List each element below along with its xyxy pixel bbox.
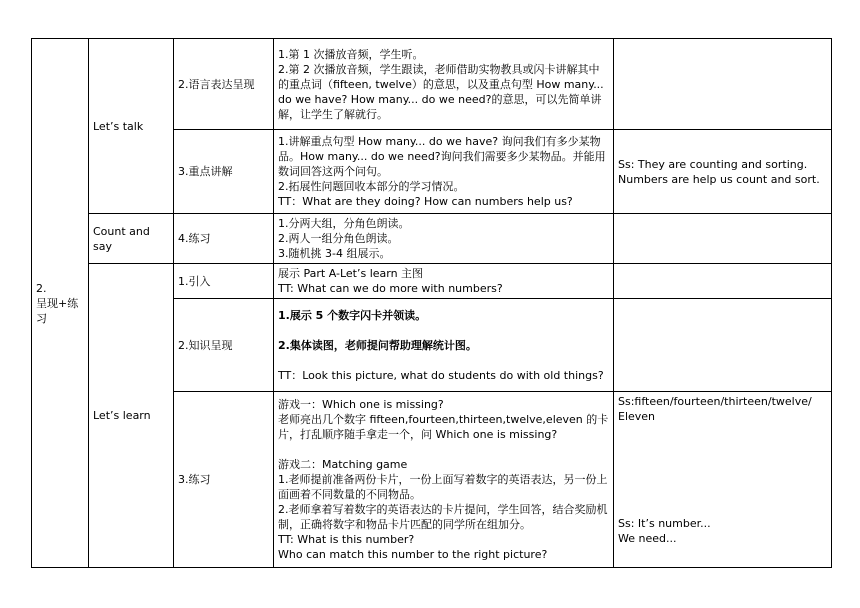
note-cell bbox=[614, 264, 832, 299]
step-label: 1.引入 bbox=[178, 274, 211, 288]
blank-line bbox=[278, 323, 609, 338]
content-cell bbox=[274, 130, 614, 214]
content-line: 2.老师拿着写着数字的英语表达的卡片提问，学生回答，结合奖励机制，正确将数字和物品卡片匹配的同学所在组加分。 bbox=[278, 503, 608, 531]
table-row bbox=[32, 214, 832, 264]
content-line: 老师亮出几个数字 fifteen,fourteen,thirteen,twelve,eleven 的卡片，打乱顺序随手拿走一个，问 Which one is missing? bbox=[278, 413, 609, 441]
content-line: 2.拓展性问题回收本部分的学习情况。 bbox=[278, 180, 465, 193]
content-line: TT：What are they doing? How can numbers help us? bbox=[278, 195, 573, 208]
content-line: TT：Look this picture, what do students do with old things? bbox=[278, 368, 604, 382]
note-cell bbox=[614, 130, 832, 214]
step-cell bbox=[174, 39, 274, 130]
content-line: 1.第 1 次播放音频，学生听。 bbox=[278, 47, 424, 61]
step-label: 2.语言表达呈现 bbox=[178, 77, 255, 91]
content-cell bbox=[274, 39, 614, 130]
blank-line bbox=[278, 353, 609, 368]
section-count-and-say bbox=[89, 214, 174, 264]
content-cell bbox=[274, 214, 614, 264]
blank-line bbox=[278, 442, 609, 457]
note-cell bbox=[614, 299, 832, 392]
section-lets-talk bbox=[89, 39, 174, 214]
content-cell bbox=[274, 299, 614, 392]
section-label: Let’s learn bbox=[93, 409, 151, 422]
content-line: TT: What can we do more with numbers? bbox=[278, 282, 503, 295]
note-text: Ss: They are counting and sorting. Numbers are help us count and sort. bbox=[618, 157, 820, 186]
step-label: 3.练习 bbox=[178, 473, 211, 486]
content-line: 1.分两大组，分角色朗读。 bbox=[278, 217, 410, 230]
content-line: 1.展示 5 个数字闪卡并领读。 bbox=[278, 308, 427, 322]
note-cell bbox=[614, 214, 832, 264]
step-label: 2.知识呈现 bbox=[178, 338, 233, 352]
table-row bbox=[32, 264, 832, 299]
note-text: Ss:fifteen/fourteen/thirteen/twelve/ Eleven bbox=[618, 395, 812, 423]
stage-cell bbox=[32, 39, 89, 568]
content-line: 2.集体读图，老师提问帮助理解统计图。 bbox=[278, 338, 477, 352]
note-text: Ss: It’s number... bbox=[618, 517, 711, 530]
note-text: We need... bbox=[618, 532, 677, 545]
step-cell bbox=[174, 299, 274, 392]
section-lets-learn bbox=[89, 264, 174, 568]
step-label: 3.重点讲解 bbox=[178, 165, 233, 178]
content-line: 游戏一：Which one is missing? bbox=[278, 398, 444, 411]
content-line: 3.随机挑 3-4 组展示。 bbox=[278, 247, 391, 260]
content-cell bbox=[274, 392, 614, 568]
content-line: 游戏二：Matching game bbox=[278, 458, 408, 471]
content-line: 1.老师提前准备两份卡片，一份上面写着数字的英语表达，另一份上面画着不同数量的不同物品。 bbox=[278, 473, 608, 501]
table-row bbox=[32, 39, 832, 130]
content-line: 1.讲解重点句型 How many... do we have? 询问我们有多少某物品。How many... do we need?询问我们需要多少某物品。并能用数词回答这两个问句。 bbox=[278, 135, 606, 178]
step-cell bbox=[174, 130, 274, 214]
section-label: Count and say bbox=[93, 224, 150, 253]
content-cell bbox=[274, 264, 614, 299]
content-line: Who can match this number to the right picture? bbox=[278, 548, 548, 561]
step-cell bbox=[174, 392, 274, 568]
content-line: 2.第 2 次播放音频，学生跟读，老师借助实物教具或闪卡讲解其中的重点词（fifteen, twelve）的意思，以及重点句型 How many... do we have? How many... do we need?的意思，可以先简单讲解，让学生了解就行。 bbox=[278, 62, 608, 121]
step-label: 4.练习 bbox=[178, 232, 211, 245]
note-cell bbox=[614, 392, 832, 568]
content-line: 展示 Part A-Let’s learn 主图 bbox=[278, 267, 424, 280]
step-cell bbox=[174, 214, 274, 264]
lesson-plan-table bbox=[31, 38, 832, 568]
content-line: TT: What is this number? bbox=[278, 533, 415, 546]
stage-label: 2. 呈现+练习 bbox=[36, 281, 79, 325]
section-label: Let’s talk bbox=[93, 119, 144, 133]
step-cell bbox=[174, 264, 274, 299]
content-line: 2.两人一组分角色朗读。 bbox=[278, 232, 399, 245]
note-spacer bbox=[618, 424, 827, 516]
note-cell bbox=[614, 39, 832, 130]
